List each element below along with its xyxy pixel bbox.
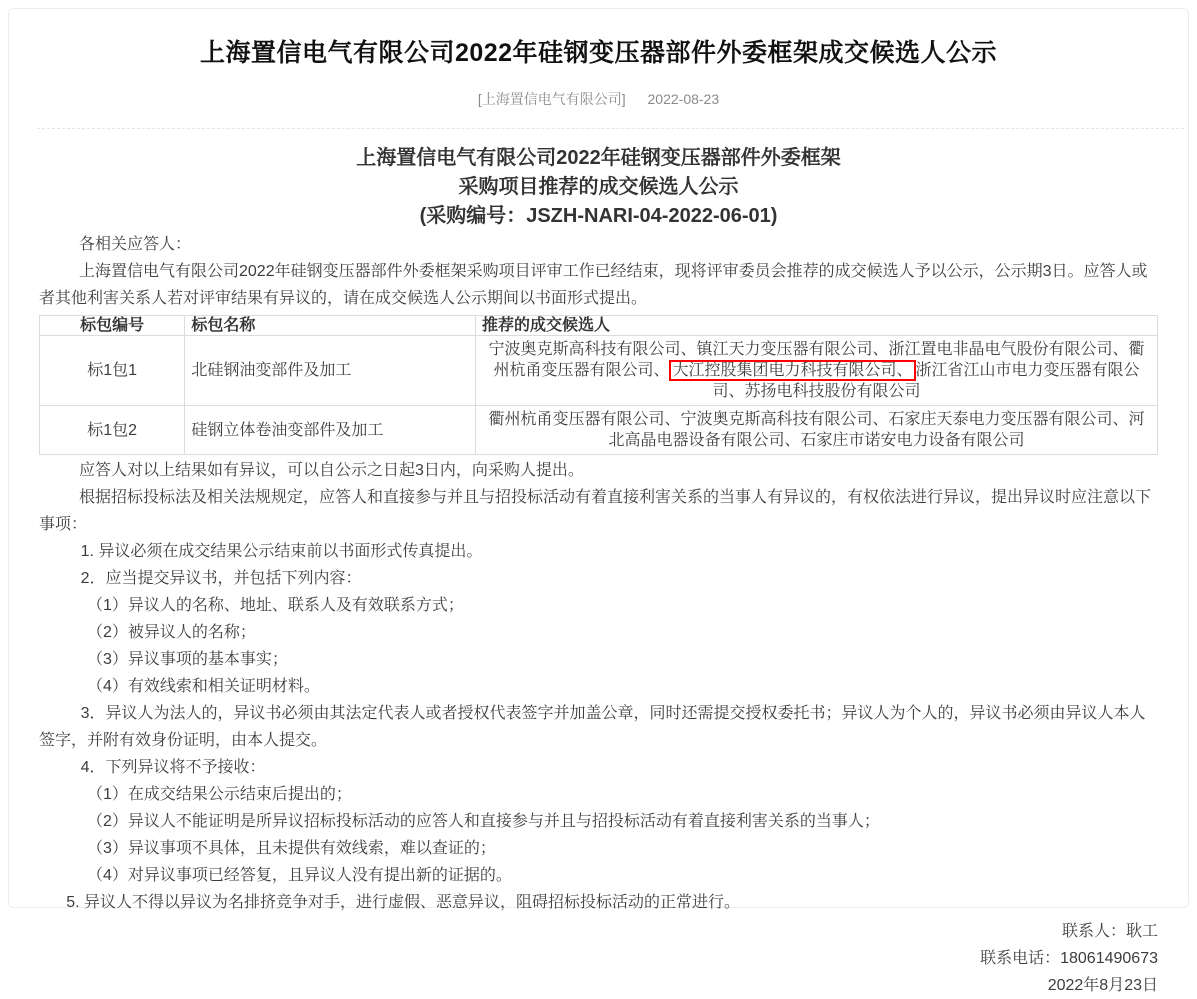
paragraph-legal-basis: 根据招标投标法及相关法规规定，应答人和直接参与并且与招投标活动有着直接利害关系的当事人有异议的，有权依法进行异议，提出异议时应注意以下事项： (39, 489, 1152, 533)
package-name-cell: 硅钢立体卷油变部件及加工 (185, 406, 476, 455)
page-container (8, 8, 1189, 994)
list-item-4-sub-4: （4）对异议事项已经答复，且异议人没有提出新的证据的。 (87, 867, 512, 884)
red-highlight-box: 大江控股集团电力科技有限公司、 (669, 360, 915, 381)
table-row (40, 406, 1158, 455)
notice-heading-line-1: 上海置信电气有限公司2022年硅钢变压器部件外委框架 (356, 147, 841, 169)
list-item-2-sub-1: （1）异议人的名称、地址、联系人及有效联系方式； (87, 597, 464, 614)
sign-date: 2022年8月23日 (1047, 977, 1158, 994)
candidates-table (39, 315, 1158, 455)
notice-heading-line-2: 采购项目推荐的成交候选人公示 (458, 176, 739, 198)
doc-meta-line (9, 89, 1188, 109)
publish-date: 2022-08-23 (647, 91, 720, 107)
header-candidates: 推荐的成交候选人 (476, 316, 1158, 336)
list-item-2-sub-4: （4）有效线索和相关证明材料。 (87, 678, 320, 695)
page-title: 上海置信电气有限公司2022年硅钢变压器部件外委框架成交候选人公示 (199, 39, 998, 67)
package-no-cell: 标1包1 (40, 336, 185, 406)
list-item-1: 1. 异议必须在成交结果公示结束前以书面形式传真提出。 (80, 543, 483, 560)
candidates-text-after: 浙江省江山市电力变压器有限公司、苏扬电科技股份有限公司 (712, 362, 1140, 400)
list-item-4-sub-2: （2）异议人不能证明是所异议招标投标活动的应答人和直接参与并且与招投标活动有着直接利害关系的当事人； (87, 813, 880, 830)
candidates-cell (476, 336, 1158, 406)
list-item-4: 4．下列异议将不予接收： (80, 759, 266, 776)
dashed-divider (37, 128, 1184, 129)
document-body (9, 144, 1188, 916)
notice-heading (39, 144, 1158, 231)
intro-paragraph: 上海置信电气有限公司2022年硅钢变压器部件外委框架采购项目评审工作已经结束，现将评审委员会推荐的成交候选人予以公示，公示期3日。应答人或者其他利害关系人若对评审结果有异议的，请在成交候选人公示期间以书面形式提出。 (39, 263, 1148, 307)
list-item-2-sub-2: （2）被异议人的名称； (87, 624, 256, 641)
list-item-2-sub-3: （3）异议事项的基本事实； (87, 651, 288, 668)
contact-phone: 联系电话：18061490673 (980, 950, 1158, 967)
contact-person: 联系人：耿工 (1061, 923, 1158, 940)
notice-heading-line-3: (采购编号：JSZH-NARI-04-2022-06-01) (419, 205, 778, 227)
list-item-5: 5. 异议人不得以异议为名排挤竞争对手，进行虚假、恶意异议，阻碍招标投标活动的正常进行。 (66, 894, 740, 911)
list-item-3: 3．异议人为法人的，异议书必须由其法定代表人或者授权代表签字并加盖公章，同时还需提交授权委托书；异议人为个人的，异议书必须由异议人本人签字，并附有效身份证明，由本人提交。 (39, 705, 1146, 749)
document-footer (9, 918, 1188, 999)
table-header (40, 316, 1158, 336)
salutation: 各相关应答人： (79, 236, 192, 253)
package-name-cell: 北硅钢油变部件及加工 (185, 336, 476, 406)
header-package-name: 标包名称 (185, 316, 476, 336)
publisher-name: [上海置信电气有限公司] (477, 91, 626, 107)
list-item-4-sub-1: （1）在成交结果公示结束后提出的； (87, 786, 352, 803)
list-item-2: 2．应当提交异议书，并包括下列内容： (80, 570, 362, 587)
package-no-cell: 标1包2 (40, 406, 185, 455)
candidates-cell: 衢州杭甬变压器有限公司、宁波奥克斯高科技有限公司、石家庄天泰电力变压器有限公司、河北高晶电器设备有限公司、石家庄市诺安电力设备有限公司 (476, 406, 1158, 455)
header-package-no: 标包编号 (40, 316, 185, 336)
paragraph-objection-deadline: 应答人对以上结果如有异议，可以自公示之日起3日内，向采购人提出。 (79, 462, 584, 479)
table-row (40, 336, 1158, 406)
list-item-4-sub-3: （3）异议事项不具体，且未提供有效线索，难以查证的； (87, 840, 496, 857)
candidates-text-before: 宁波奥克斯高科技有限公司、镇江天力变压器有限公司、浙江置电非晶电气股份有限公司、衢州杭甬变压器有限公司、 (488, 341, 1145, 379)
